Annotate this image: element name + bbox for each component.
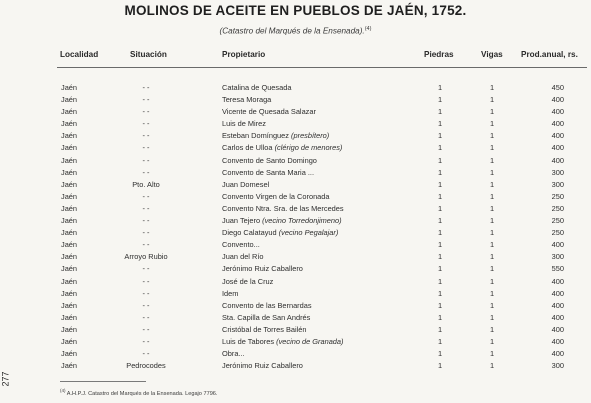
cell-prod-anual: 400	[551, 119, 564, 129]
cell-localidad: Jaén	[61, 179, 78, 189]
cell-piedras: 1	[437, 131, 443, 141]
cell-situacion: - -	[142, 143, 150, 153]
cell-piedras: 1	[437, 203, 443, 213]
cell-prod-anual: 400	[551, 143, 564, 153]
cell-propietario	[222, 312, 310, 324]
cell-situacion: Pedrocodes	[126, 361, 166, 371]
cell-localidad: Jaén	[61, 276, 78, 286]
table-row	[0, 215, 591, 227]
cell-localidad: Jaén	[61, 240, 78, 250]
cell-prod-anual: 250	[551, 216, 564, 226]
cell-situacion: - -	[142, 155, 150, 165]
cell-situacion: - -	[142, 107, 150, 117]
cell-localidad: Jaén	[61, 252, 78, 262]
header-localidad: Localidad	[60, 50, 99, 59]
cell-prod-anual: 400	[551, 155, 564, 165]
owner-name: Juan Domesel	[222, 179, 270, 189]
cell-propietario	[222, 300, 312, 312]
cell-situacion: Arroyo Rubio	[124, 252, 168, 262]
cell-propietario	[222, 239, 260, 251]
cell-piedras: 1	[437, 324, 443, 334]
cell-piedras: 1	[437, 191, 443, 201]
cell-piedras: 1	[437, 167, 443, 177]
cell-vigas: 1	[489, 276, 495, 286]
owner-name: Sta. Capilla de San Andrés	[222, 312, 311, 322]
cell-situacion: - -	[142, 216, 150, 226]
cell-vigas: 1	[489, 361, 495, 371]
cell-piedras: 1	[437, 252, 443, 262]
cell-propietario	[222, 191, 330, 203]
cell-localidad: Jaén	[61, 83, 78, 92]
cell-localidad: Jaén	[61, 95, 78, 105]
table-row	[0, 203, 591, 215]
cell-piedras: 1	[437, 179, 443, 189]
cell-situacion: - -	[142, 119, 150, 129]
cell-situacion: - -	[142, 131, 150, 141]
footnote	[60, 388, 217, 397]
cell-prod-anual: 300	[551, 252, 564, 262]
cell-propietario	[222, 276, 273, 288]
cell-prod-anual: 400	[551, 300, 564, 310]
cell-piedras: 1	[437, 312, 443, 322]
cell-localidad: Jaén	[61, 107, 78, 117]
table-row	[0, 324, 591, 336]
table-row	[0, 179, 591, 191]
table-row	[0, 312, 591, 324]
table-row	[0, 82, 591, 94]
page-number: 277	[0, 371, 11, 387]
cell-vigas: 1	[489, 83, 495, 92]
cell-localidad: Jaén	[61, 349, 78, 359]
cell-localidad: Jaén	[61, 288, 78, 298]
table-row	[0, 336, 591, 348]
cell-prod-anual: 550	[551, 264, 564, 274]
table-body	[0, 82, 591, 372]
table-row	[0, 130, 591, 142]
footnote-mark: (4)	[60, 388, 66, 393]
cell-prod-anual: 400	[551, 276, 564, 286]
cell-situacion: - -	[142, 276, 150, 286]
header-prod-anual: Prod.anual, rs.	[521, 50, 578, 59]
cell-prod-anual: 400	[551, 240, 564, 250]
header-situacion: Situación	[130, 50, 167, 59]
cell-vigas: 1	[489, 119, 495, 129]
cell-situacion: - -	[142, 203, 150, 213]
cell-localidad: Jaén	[61, 203, 78, 213]
table-row	[0, 94, 591, 106]
cell-propietario	[222, 251, 264, 263]
cell-piedras: 1	[437, 83, 443, 92]
cell-situacion: - -	[142, 349, 150, 359]
table-row	[0, 118, 591, 130]
cell-vigas: 1	[489, 312, 495, 322]
owner-note: (vecino Torredonjimeno)	[262, 216, 342, 226]
cell-situacion: Pto. Alto	[132, 179, 160, 189]
table-row	[0, 251, 591, 263]
owner-note: (presbítero)	[291, 131, 330, 141]
cell-piedras: 1	[437, 216, 443, 226]
owner-name: Teresa Moraga	[222, 95, 272, 105]
cell-prod-anual: 300	[551, 167, 564, 177]
header-propietario: Propietario	[222, 50, 266, 59]
cell-prod-anual: 400	[551, 336, 564, 346]
cell-vigas: 1	[489, 167, 495, 177]
owner-name: Jerónimo Ruiz Caballero	[222, 361, 303, 371]
cell-propietario	[222, 94, 271, 106]
cell-vigas: 1	[489, 95, 495, 105]
owner-name: Jerónimo Ruiz Caballero	[222, 264, 303, 274]
table-row	[0, 239, 591, 251]
header-piedras: Piedras	[424, 50, 454, 59]
subtitle-note-ref: (4)	[364, 26, 372, 32]
owner-name: Luis de Mirez	[222, 119, 266, 129]
table-row	[0, 276, 591, 288]
table-row	[0, 263, 591, 275]
cell-propietario	[222, 118, 266, 130]
cell-vigas: 1	[489, 107, 495, 117]
cell-prod-anual: 400	[551, 324, 564, 334]
owner-name: Cristóbal de Torres Bailén	[222, 324, 307, 334]
owner-name: Convento de Santa Maria ...	[222, 167, 315, 177]
owner-note: (clérigo de menores)	[274, 143, 343, 153]
cell-prod-anual: 400	[551, 95, 564, 105]
cell-vigas: 1	[489, 252, 495, 262]
cell-localidad: Jaén	[61, 264, 78, 274]
cell-situacion: - -	[142, 312, 150, 322]
cell-localidad: Jaén	[61, 191, 78, 201]
owner-name: Convento Virgen de la Coronada	[222, 191, 330, 201]
footnote-divider	[60, 381, 146, 382]
cell-vigas: 1	[489, 155, 495, 165]
cell-vigas: 1	[489, 143, 495, 153]
table-row	[0, 360, 591, 372]
cell-piedras: 1	[437, 95, 443, 105]
cell-localidad: Jaén	[61, 312, 78, 322]
owner-name: Juan Tejero	[222, 216, 261, 226]
cell-piedras: 1	[437, 336, 443, 346]
owner-name: Idem	[222, 288, 239, 298]
cell-vigas: 1	[489, 349, 495, 359]
cell-vigas: 1	[489, 203, 495, 213]
owner-name: Carlos de Ulloa	[222, 143, 273, 153]
cell-vigas: 1	[489, 240, 495, 250]
owner-name: Convento Ntra. Sra. de las Mercedes	[222, 203, 344, 213]
table-row	[0, 227, 591, 239]
cell-propietario	[222, 142, 342, 154]
cell-propietario	[222, 288, 238, 300]
cell-prod-anual: 300	[551, 361, 564, 371]
cell-propietario	[222, 324, 307, 336]
cell-vigas: 1	[489, 191, 495, 201]
table-row	[0, 155, 591, 167]
table-row	[0, 348, 591, 360]
cell-prod-anual: 400	[551, 349, 564, 359]
table-row	[0, 288, 591, 300]
cell-piedras: 1	[437, 264, 443, 274]
cell-prod-anual: 250	[551, 203, 564, 213]
cell-prod-anual: 400	[551, 288, 564, 298]
cell-propietario	[222, 215, 342, 227]
cell-prod-anual: 300	[551, 179, 564, 189]
cell-situacion: - -	[142, 228, 150, 238]
subtitle-text: (Catastro del Marqués de la Ensenada).	[219, 26, 365, 36]
cell-vigas: 1	[489, 131, 495, 141]
cell-localidad: Jaén	[61, 119, 78, 129]
cell-propietario	[222, 336, 343, 348]
owner-name: Luis de Tabores	[222, 336, 275, 346]
owner-name: Esteban Domínguez	[222, 131, 289, 141]
cell-propietario	[222, 106, 316, 118]
cell-propietario	[222, 167, 314, 179]
cell-propietario	[222, 203, 344, 215]
owner-name: Convento...	[222, 240, 260, 250]
cell-propietario	[222, 179, 269, 191]
cell-piedras: 1	[437, 349, 443, 359]
cell-propietario	[222, 130, 329, 142]
cell-localidad: Jaén	[61, 336, 78, 346]
cell-localidad: Jaén	[61, 216, 78, 226]
owner-name: Vicente de Quesada Salazar	[222, 107, 316, 117]
cell-situacion: - -	[142, 288, 150, 298]
cell-vigas: 1	[489, 300, 495, 310]
cell-vigas: 1	[489, 216, 495, 226]
cell-prod-anual: 450	[551, 83, 564, 92]
cell-prod-anual: 400	[551, 131, 564, 141]
owner-name: Convento de las Bernardas	[222, 300, 312, 310]
cell-localidad: Jaén	[61, 167, 78, 177]
cell-piedras: 1	[437, 119, 443, 129]
table-row	[0, 106, 591, 118]
cell-piedras: 1	[437, 143, 443, 153]
owner-name: Catalina de Quesada	[222, 83, 292, 92]
cell-prod-anual: 400	[551, 107, 564, 117]
owner-note: (vecino Pegalajar)	[278, 228, 339, 238]
cell-piedras: 1	[437, 155, 443, 165]
cell-situacion: - -	[142, 167, 150, 177]
cell-vigas: 1	[489, 179, 495, 189]
cell-piedras: 1	[437, 288, 443, 298]
table-subtitle	[0, 26, 591, 36]
cell-localidad: Jaén	[61, 143, 78, 153]
cell-piedras: 1	[437, 361, 443, 371]
cell-piedras: 1	[437, 107, 443, 117]
table-row	[0, 300, 591, 312]
cell-vigas: 1	[489, 228, 495, 238]
cell-propietario	[222, 155, 317, 167]
cell-propietario	[222, 263, 303, 275]
cell-situacion: - -	[142, 264, 150, 274]
cell-situacion: - -	[142, 300, 150, 310]
cell-propietario	[222, 82, 291, 94]
cell-piedras: 1	[437, 300, 443, 310]
cell-localidad: Jaén	[61, 228, 78, 238]
cell-piedras: 1	[437, 276, 443, 286]
owner-name: Diego Calatayud	[222, 228, 277, 238]
cell-situacion: - -	[142, 240, 150, 250]
header-divider	[57, 67, 587, 68]
cell-localidad: Jaén	[61, 300, 78, 310]
cell-vigas: 1	[489, 336, 495, 346]
cell-situacion: - -	[142, 324, 150, 334]
cell-situacion: - -	[142, 191, 150, 201]
cell-localidad: Jaén	[61, 131, 78, 141]
cell-vigas: 1	[489, 288, 495, 298]
owner-name: José de la Cruz	[222, 276, 274, 286]
table-row	[0, 191, 591, 203]
cell-propietario	[222, 348, 245, 360]
owner-name: Convento de Santo Domingo	[222, 155, 317, 165]
table-row	[0, 142, 591, 154]
cell-piedras: 1	[437, 240, 443, 250]
cell-localidad: Jaén	[61, 324, 78, 334]
cell-situacion: - -	[142, 83, 150, 92]
cell-prod-anual: 250	[551, 228, 564, 238]
cell-prod-anual: 250	[551, 191, 564, 201]
cell-situacion: - -	[142, 95, 150, 105]
header-vigas: Vigas	[481, 50, 503, 59]
table-row	[0, 167, 591, 179]
cell-vigas: 1	[489, 264, 495, 274]
owner-name: Juan del Río	[222, 252, 264, 262]
cell-propietario	[222, 360, 303, 372]
cell-localidad: Jaén	[61, 361, 78, 371]
cell-prod-anual: 400	[551, 312, 564, 322]
owner-note: (vecino de Granada)	[276, 336, 344, 346]
cell-vigas: 1	[489, 324, 495, 334]
cell-propietario	[222, 227, 338, 239]
cell-piedras: 1	[437, 228, 443, 238]
table-title: MOLINOS DE ACEITE EN PUEBLOS DE JAÉN, 1752.	[124, 3, 467, 18]
owner-name: Obra...	[222, 349, 245, 359]
cell-localidad: Jaén	[61, 155, 78, 165]
cell-situacion: - -	[142, 336, 150, 346]
footnote-text: A.H.P.J. Catastro del Marqués de la Ensenada. Legajo 7796.	[66, 390, 218, 397]
